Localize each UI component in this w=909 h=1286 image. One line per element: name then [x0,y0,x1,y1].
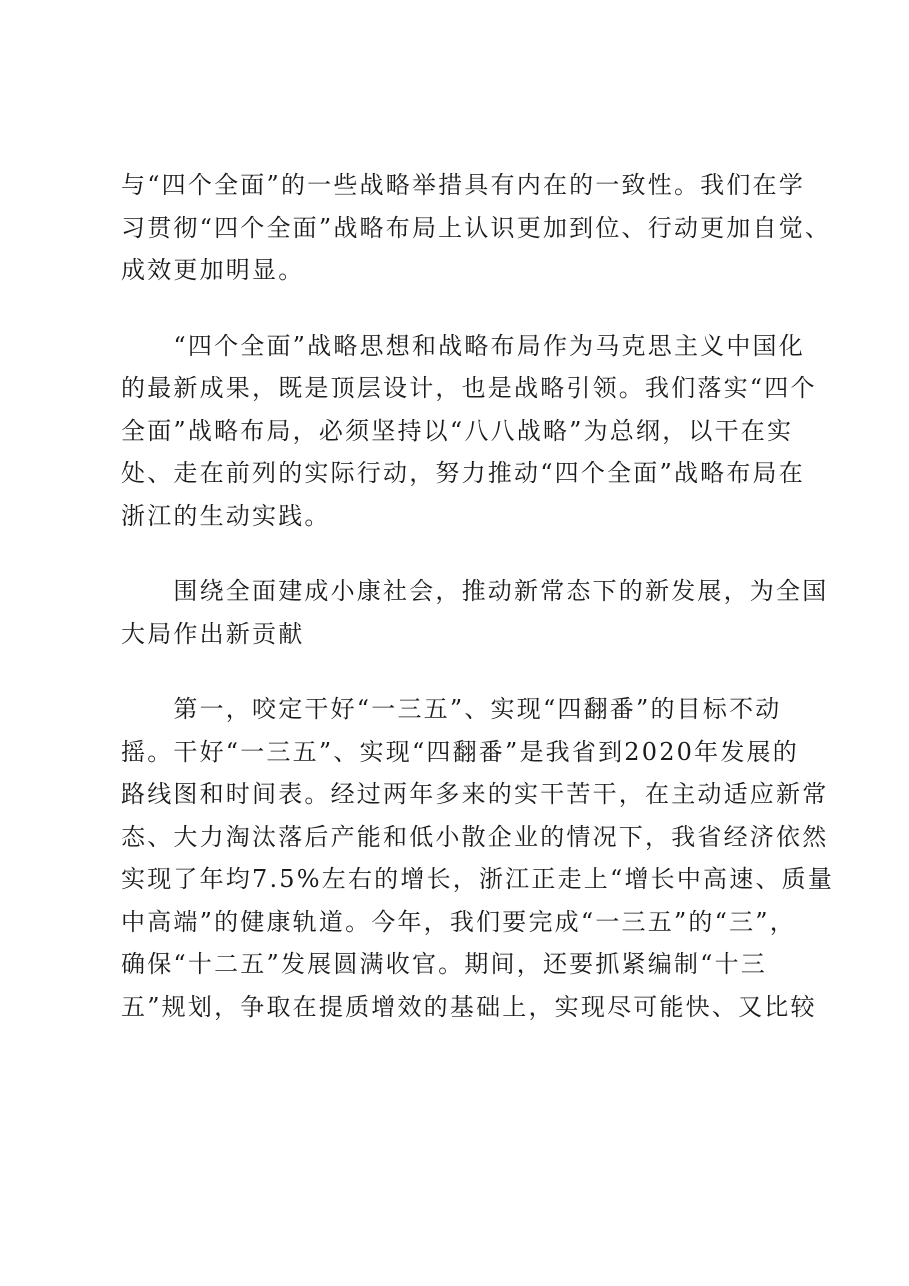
text-line: 路线图和时间表。经过两年多来的实干苦干，在主动适应新常 [121,780,829,808]
paragraph-4 [121,688,835,1028]
text-line: 大局作出新贡献 [121,619,305,648]
text-line: 的最新成果，既是顶层设计，也是战略引领。我们落实“四个 [121,374,817,402]
text-line: 确保“十二五”发展圆满收官。期间，还要抓紧编制“十三 [121,950,768,978]
text-line: 处、走在前列的实际行动，努力推动“四个全面”战略布局在 [121,459,805,487]
paragraph-1 [121,164,832,292]
text-line: 浙江的生动实践。 [121,501,331,530]
document-body [121,164,835,1061]
text-line: 五”规划，争取在提质增效的基础上，实现尽可能快、又比较 [121,992,817,1021]
text-line: 中高端”的健康轨道。今年，我们要完成“一三五”的“三”， [121,907,796,936]
text-line: 全面”战略布局，必须坚持以“八八战略”为总纲，以干在实 [121,416,794,445]
text-line: 围绕全面建成小康社会，推动新常态下的新发展，为全国 [121,577,829,605]
paragraph-2 [121,325,817,538]
text-line: 态、大力淘汰落后产能和低小散企业的情况下，我省经济依然 [121,822,829,851]
text-line: 摇。干好“一三五”、实现“四翻番”是我省到2020年发展的 [121,737,799,766]
text-line: 与“四个全面”的一些战略举措具有内在的一致性。我们在学 [121,171,805,199]
text-line: “四个全面”战略思想和战略布局作为马克思主义中国化 [121,331,805,360]
text-line: 第一，咬定干好“一三五”、实现“四翻番”的目标不动 [121,695,782,723]
section-heading-paragraph [121,570,829,655]
text-line: 实现了年均7.5%左右的增长，浙江正走上“增长中高速、质量 [121,865,835,893]
text-line: 成效更加明显。 [121,256,305,284]
text-line: 习贯彻“四个全面”战略布局上认识更加到位、行动更加自觉、 [121,213,832,242]
